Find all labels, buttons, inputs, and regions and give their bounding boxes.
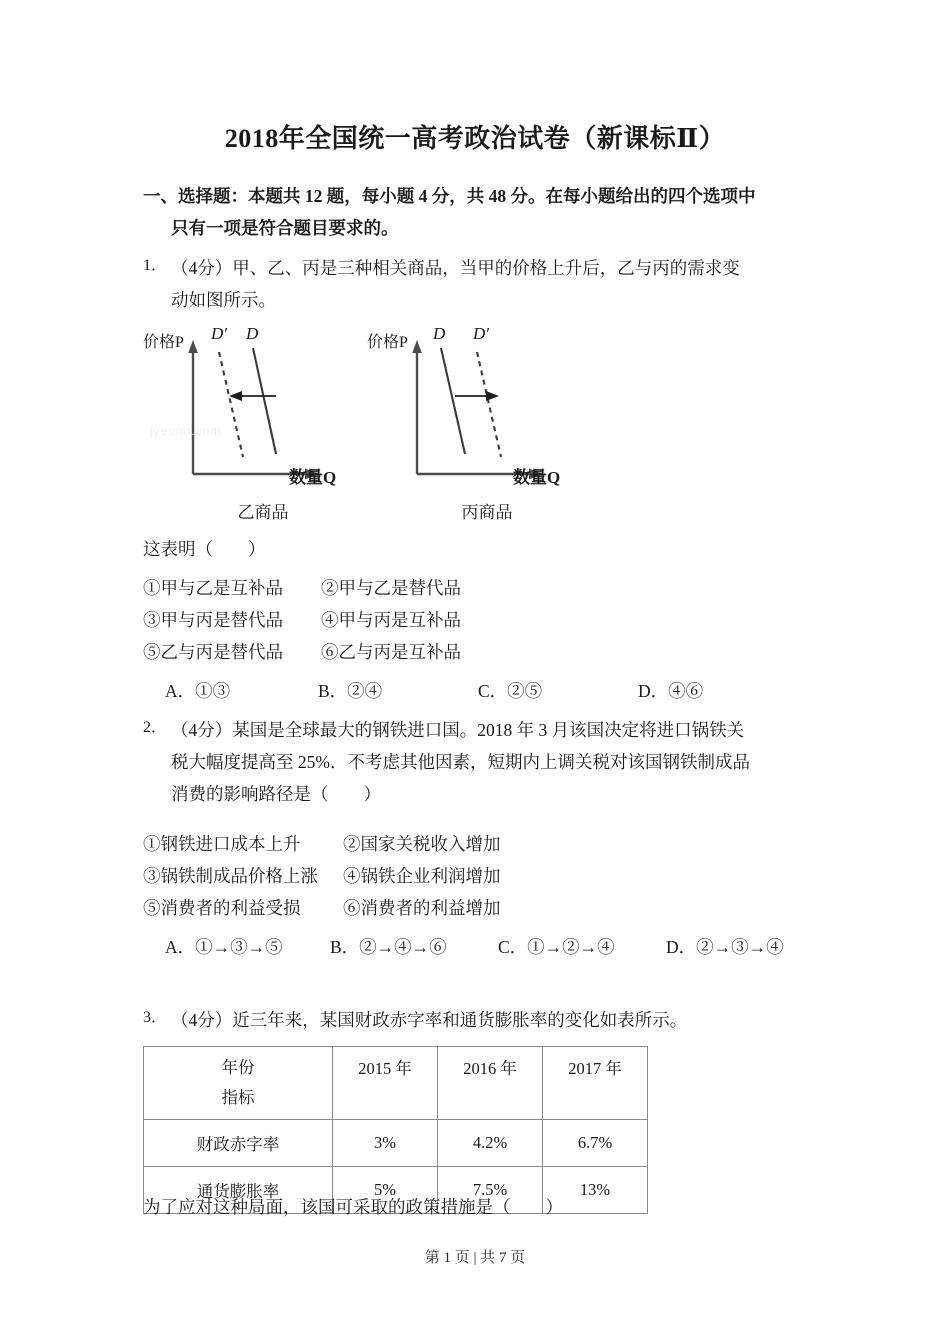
choice-d[interactable]: D．④⑥: [638, 681, 704, 701]
table-corner-header-bottom: 指标: [221, 1088, 255, 1107]
option-item-2[interactable]: ②国家关税收入增加: [343, 834, 501, 854]
table-column-header-2016: 2016 年: [438, 1047, 543, 1120]
table-cell-deficit-2015: 3%: [333, 1120, 438, 1167]
question-1-stem-line-2: 动如图所示。: [171, 290, 276, 310]
option-row: [143, 604, 461, 636]
option-row: [143, 636, 461, 668]
curve-D-prime: [219, 352, 243, 457]
choice-b[interactable]: B．②→④→⑥: [330, 937, 447, 957]
chart-demand-bing-series-label-d-prime: D′: [473, 324, 489, 343]
section-heading-line1: 一、选择题：本题共 12 题，每小题 4 分，共 48 分。在每小题给出的四个选项中: [143, 186, 756, 206]
curve-D-prime: [477, 352, 501, 457]
curve-D: [441, 348, 465, 454]
option-item-5[interactable]: ⑤乙与丙是替代品: [143, 642, 283, 662]
chart-demand-yi-series-label-d-prime: D′: [211, 324, 227, 343]
choice-c[interactable]: C．②⑤: [478, 681, 543, 701]
option-item-5[interactable]: ⑤消费者的利益受损: [143, 898, 301, 918]
question-1-stem: [171, 252, 843, 316]
choice-c[interactable]: C．①→②→④: [498, 937, 615, 957]
question-3-number: 3．: [143, 1009, 168, 1026]
y-axis-arrowhead: [188, 340, 198, 353]
table-corner-header: [144, 1047, 333, 1120]
curve-D: [253, 348, 276, 454]
chart-demand-bing-xlabel: 数量Q: [513, 468, 561, 487]
chart-demand-bing-ylabel: 价格P: [367, 334, 408, 351]
page-footer: 第 1 页 | 共 7 页: [424, 1250, 526, 1266]
chart-demand-bing: [367, 326, 607, 486]
option-item-1[interactable]: ①甲与乙是互补品: [143, 578, 283, 598]
page-title: 2018年全国统一高考政治试卷（新课标Ⅱ）: [224, 124, 726, 153]
question-2-choices: [165, 934, 784, 959]
option-item-4[interactable]: ④甲与丙是互补品: [321, 610, 461, 630]
watermark: jyeooo.com: [150, 424, 222, 438]
choice-a[interactable]: A．①→③→⑤: [165, 937, 283, 957]
question-1-number: 1．: [143, 257, 168, 274]
table-row: [144, 1120, 648, 1167]
chart-demand-yi-xlabel: 数量Q: [289, 468, 337, 487]
choice-d[interactable]: D．②→③→④: [666, 937, 784, 957]
table-corner-header-top: 年份: [221, 1058, 255, 1077]
option-item-2[interactable]: ②甲与乙是替代品: [321, 578, 461, 598]
question-2-stem-line-2: 税大幅度提高至 25%．不考虑其他因素，短期内上调关税对该国钢铁制成品: [171, 752, 750, 772]
option-row: [143, 828, 501, 860]
question-3: [143, 1004, 843, 1036]
choice-b[interactable]: B．②④: [318, 681, 383, 701]
table-cell-inflation-2015: 5%: [333, 1167, 438, 1214]
table-cell-inflation-2017: 13%: [543, 1167, 648, 1214]
table-header-row: [144, 1047, 648, 1120]
chart-demand-yi-ylabel: 价格P: [143, 334, 184, 351]
table-cell-inflation-2016: 7.5%: [438, 1167, 543, 1214]
question-2-stem-line-3: 消费的影响路径是（ ）: [171, 784, 381, 804]
table-column-header-2017: 2017 年: [543, 1047, 648, 1120]
chart-demand-yi-series-label-d: D: [246, 324, 259, 343]
option-row: [143, 860, 501, 892]
question-2-stem: [171, 714, 843, 810]
question-3-prompt: 为了应对这种局面，该国可采取的政策措施是（ ）: [143, 1197, 563, 1217]
chart-demand-yi: [143, 326, 383, 486]
question-1-choices: [165, 678, 703, 703]
option-item-6[interactable]: ⑥乙与丙是互补品: [321, 642, 461, 662]
shift-arrow-head: [229, 391, 242, 401]
question-3-stem-line-1: （4分）近三年来，某国财政赤字率和通货膨胀率的变化如表所示。: [171, 1010, 688, 1030]
chart-demand-bing-series-label-d: D: [433, 324, 446, 343]
question-2-stem-line-1: （4分）某国是全球最大的钢铁进口国。2018 年 3 月该国决定将进口锅铁关: [171, 720, 745, 740]
choice-a[interactable]: A．①③: [165, 681, 231, 701]
chart-demand-bing-caption: 丙商品: [461, 503, 513, 522]
chart-demand-yi-caption: 乙商品: [237, 503, 289, 522]
option-item-6[interactable]: ⑥消费者的利益增加: [343, 898, 501, 918]
question-1-stem-line-1: （4分）甲、乙、丙是三种相关商品，当甲的价格上升后，乙与丙的需求变: [171, 258, 740, 278]
option-item-3[interactable]: ③锅铁制成品价格上涨: [143, 866, 318, 886]
question-1-options: [143, 572, 461, 668]
section-heading-line2: 只有一项是符合题目要求的。: [171, 218, 399, 238]
question-2: [143, 714, 843, 810]
question-1-prompt: 这表明（ ）: [143, 539, 266, 559]
option-item-3[interactable]: ③甲与丙是替代品: [143, 610, 283, 630]
option-item-4[interactable]: ④锅铁企业利润增加: [343, 866, 501, 886]
option-row: [143, 892, 501, 924]
question-2-number: 2．: [143, 719, 168, 736]
option-item-1[interactable]: ①钢铁进口成本上升: [143, 834, 301, 854]
section-heading: [143, 180, 843, 244]
shift-arrow-head: [486, 391, 499, 401]
table-column-header-2015: 2015 年: [333, 1047, 438, 1120]
table-row-label-inflation: 通货膨胀率: [144, 1167, 333, 1214]
question-2-options: [143, 828, 501, 924]
table-cell-deficit-2017: 6.7%: [543, 1120, 648, 1167]
fiscal-indicators-table: [143, 1046, 648, 1214]
table-row-label-deficit: 财政赤字率: [144, 1120, 333, 1167]
table-cell-deficit-2016: 4.2%: [438, 1120, 543, 1167]
option-row: [143, 572, 461, 604]
y-axis-arrowhead: [412, 340, 422, 353]
question-3-stem: [171, 1004, 843, 1036]
question-1: [143, 252, 843, 316]
